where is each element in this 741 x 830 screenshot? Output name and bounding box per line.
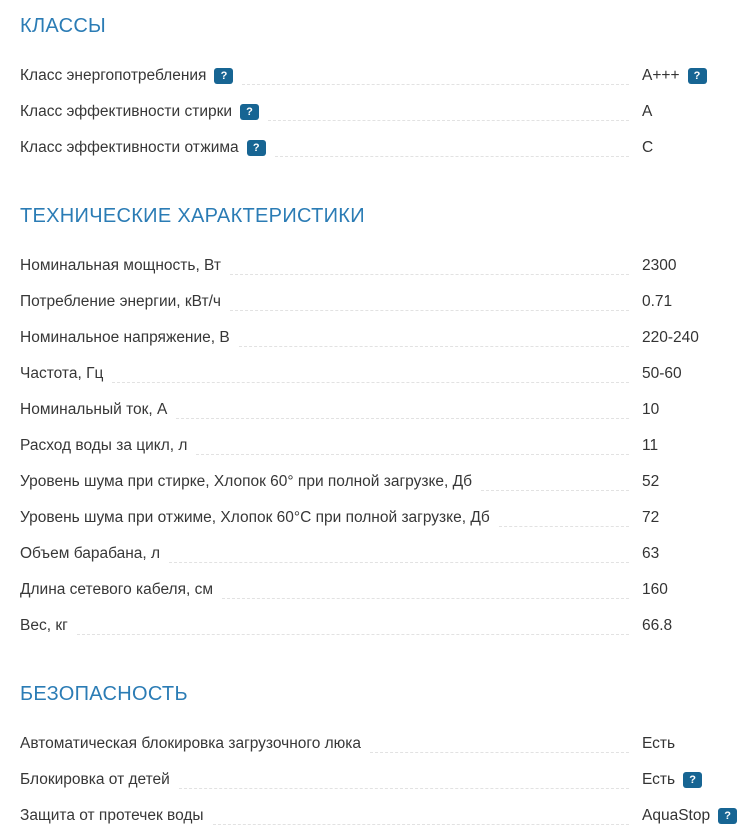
spec-value: 0.71 bbox=[642, 293, 673, 310]
spec-value-wrap bbox=[642, 581, 739, 599]
spec-row bbox=[20, 572, 739, 608]
spec-value: 50-60 bbox=[642, 365, 682, 382]
spec-row bbox=[20, 608, 739, 644]
dotted-leader bbox=[242, 58, 629, 85]
spec-section bbox=[20, 14, 739, 166]
spec-label: Блокировка от детей bbox=[20, 771, 170, 788]
dotted-leader bbox=[112, 356, 629, 383]
spec-label: Уровень шума при стирке, Хлопок 60° при полной загрузке, Дб bbox=[20, 473, 473, 490]
spec-value-wrap bbox=[642, 257, 739, 275]
spec-row bbox=[20, 248, 739, 284]
section-title: ТЕХНИЧЕСКИЕ ХАРАКТЕРИСТИКИ bbox=[20, 205, 365, 227]
section-title: БЕЗОПАСНОСТЬ bbox=[20, 683, 188, 705]
spec-value-wrap bbox=[642, 617, 739, 635]
spec-label: Класс эффективности стирки bbox=[20, 103, 233, 120]
spec-value: 160 bbox=[642, 581, 668, 598]
sections bbox=[20, 14, 739, 830]
spec-value: 11 bbox=[642, 437, 659, 454]
spec-row bbox=[20, 726, 739, 762]
spec-value-wrap bbox=[642, 771, 739, 789]
dotted-leader bbox=[230, 284, 629, 311]
spec-row bbox=[20, 130, 739, 166]
spec-value-wrap bbox=[642, 329, 739, 347]
value-help question-icon[interactable]: ? bbox=[688, 68, 707, 84]
section-rows bbox=[20, 248, 739, 644]
spec-value: 220-240 bbox=[642, 329, 699, 346]
spec-row bbox=[20, 284, 739, 320]
label-help question-icon[interactable]: ? bbox=[240, 104, 259, 120]
spec-value-wrap bbox=[642, 509, 739, 527]
spec-label: Потребление энергии, кВт/ч bbox=[20, 293, 221, 310]
spec-row bbox=[20, 798, 739, 830]
spec-value-wrap bbox=[642, 365, 739, 383]
spec-value-wrap bbox=[642, 67, 739, 85]
spec-label: Вес, кг bbox=[20, 617, 68, 634]
section-title: КЛАССЫ bbox=[20, 15, 107, 37]
spec-section bbox=[20, 682, 739, 830]
spec-value-wrap bbox=[642, 293, 739, 311]
spec-row bbox=[20, 428, 739, 464]
spec-label: Длина сетевого кабеля, см bbox=[20, 581, 214, 598]
spec-value-wrap bbox=[642, 807, 739, 825]
dotted-leader bbox=[169, 536, 629, 563]
dotted-leader bbox=[77, 608, 629, 635]
dotted-leader bbox=[230, 248, 629, 275]
dotted-leader bbox=[213, 798, 629, 825]
spec-value: A bbox=[642, 103, 653, 120]
spec-label: Класс энергопотребления bbox=[20, 67, 207, 84]
spec-row bbox=[20, 58, 739, 94]
spec-label: Класс эффективности отжима bbox=[20, 139, 239, 156]
spec-value: 72 bbox=[642, 509, 660, 526]
spec-label: Номинальный ток, А bbox=[20, 401, 168, 418]
label-help question-icon[interactable]: ? bbox=[247, 140, 266, 156]
spec-label: Автоматическая блокировка загрузочного люка bbox=[20, 735, 362, 752]
spec-value-wrap bbox=[642, 473, 739, 491]
spec-row bbox=[20, 500, 739, 536]
dotted-leader bbox=[222, 572, 629, 599]
value-help question-icon[interactable]: ? bbox=[718, 808, 737, 824]
spec-value: 2300 bbox=[642, 257, 677, 274]
spec-value-wrap bbox=[642, 103, 739, 121]
spec-value: Есть bbox=[642, 771, 676, 788]
dotted-leader bbox=[481, 464, 629, 491]
spec-value: AquaStop bbox=[642, 807, 711, 824]
spec-value-wrap bbox=[642, 139, 739, 157]
spec-row bbox=[20, 536, 739, 572]
spec-value: A+++ bbox=[642, 67, 680, 84]
spec-row bbox=[20, 356, 739, 392]
spec-value-wrap bbox=[642, 545, 739, 563]
spec-row bbox=[20, 320, 739, 356]
spec-value: 52 bbox=[642, 473, 660, 490]
spec-row bbox=[20, 94, 739, 130]
spec-value: 63 bbox=[642, 545, 660, 562]
dotted-leader bbox=[239, 320, 629, 347]
section-rows bbox=[20, 58, 739, 166]
spec-label: Уровень шума при отжиме, Хлопок 60°С при полной загрузке, Дб bbox=[20, 509, 490, 526]
spec-value-wrap bbox=[642, 437, 739, 455]
dotted-leader bbox=[176, 392, 629, 419]
section-rows bbox=[20, 726, 739, 830]
spec-value-wrap bbox=[642, 735, 739, 753]
spec-label: Номинальное напряжение, В bbox=[20, 329, 230, 346]
spec-value: 66.8 bbox=[642, 617, 673, 634]
spec-value: C bbox=[642, 139, 654, 156]
dotted-leader bbox=[268, 94, 629, 121]
spec-value: 10 bbox=[642, 401, 660, 418]
label-help question-icon[interactable]: ? bbox=[214, 68, 233, 84]
spec-section bbox=[20, 204, 739, 644]
spec-label: Объем барабана, л bbox=[20, 545, 161, 562]
dotted-leader bbox=[179, 762, 629, 789]
spec-row bbox=[20, 464, 739, 500]
dotted-leader bbox=[275, 130, 629, 157]
dotted-leader bbox=[370, 726, 629, 753]
spec-value-wrap bbox=[642, 401, 739, 419]
dotted-leader bbox=[499, 500, 629, 527]
spec-label: Номинальная мощность, Вт bbox=[20, 257, 221, 274]
spec-label: Расход воды за цикл, л bbox=[20, 437, 188, 454]
spec-row bbox=[20, 392, 739, 428]
spec-row bbox=[20, 762, 739, 798]
spec-label: Защита от протечек воды bbox=[20, 807, 204, 824]
spec-label: Частота, Гц bbox=[20, 365, 104, 382]
dotted-leader bbox=[196, 428, 629, 455]
spec-value: Есть bbox=[642, 735, 676, 752]
value-help question-icon[interactable]: ? bbox=[683, 772, 702, 788]
